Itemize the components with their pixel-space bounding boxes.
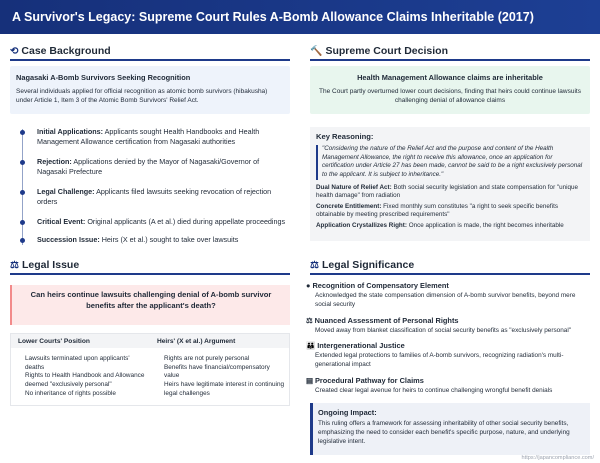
people-icon: 👪 (306, 341, 316, 350)
table-header-cell: Heirs' (X et al.) Argument (157, 337, 236, 345)
table-header-cell: Lower Courts' Position (18, 337, 90, 345)
case-background-box (10, 66, 290, 114)
table-cell: No inheritance of rights possible (25, 389, 116, 397)
supreme-court-heading: 🔨 Supreme Court Decision (310, 45, 448, 57)
ongoing-impact-title: Ongoing Impact: (318, 408, 377, 417)
reasoning-point: Dual Nature of Relief Act: Both social security legislation and state compensation for "unique health damage" from radiation (316, 183, 579, 200)
timeline-dot (20, 238, 25, 243)
case-background-box-text: Several individuals applied for official recognition as atomic bomb survivors (hibakusha) under Article 1, Item 3 of the Atomic Bomb Survivors' Relief Act. (16, 88, 268, 104)
significance-item: ⚖ Nuanced Assessment of Personal Rights Moved away from blanket classification of social security benefits as "exclusively personal" (306, 316, 572, 334)
table-body (11, 348, 289, 398)
timeline-item (20, 157, 290, 177)
table-column-heirs (150, 355, 289, 398)
timeline-label: Initial Applications: (37, 127, 104, 136)
legal-significance-rule (310, 273, 590, 275)
circle-icon: ● (306, 281, 311, 290)
supreme-court-rule (310, 59, 590, 61)
timeline-label: Rejection: (37, 157, 72, 166)
timeline-text: Applicants sought Health Handbooks and Health Management Allowance certification from Nagasaki authorities (37, 127, 260, 147)
history-icon: ⟲ (10, 45, 19, 57)
timeline-text: Applications denied by the Mayor of Nagasaki/Governor of Nagasaki Prefecture (37, 157, 260, 177)
table-column-lower-courts (11, 355, 150, 398)
timeline-label: Legal Challenge: (37, 187, 95, 196)
timeline-text: Heirs (X et al.) sought to take over lawsuits (99, 235, 239, 244)
timeline-label: Critical Event: (37, 217, 86, 226)
significance-item: ▤ Procedural Pathway for Claims Created clear legal avenue for heirs to continue challenging wrongful benefit denials (306, 376, 553, 394)
timeline-item (20, 127, 290, 147)
page-title: A Survivor's Legacy: Supreme Court Rules A-Bomb Allowance Claims Inheritable (2017) (12, 10, 534, 24)
key-reasoning-box (310, 127, 590, 241)
page-header (0, 0, 600, 34)
legal-question: Can heirs continue lawsuits challenging denial of A-bomb survivor benefits after the applicant's death? (10, 285, 290, 325)
timeline-text: Original applicants (A et al.) died during appellate proceedings (85, 217, 286, 226)
reasoning-point: Concrete Entitlement: Fixed monthly sum constitutes "a right to seek specific benefits obtainable by meeting prescribed requirements" (316, 202, 558, 219)
decision-title: Health Management Allowance claims are inheritable (357, 73, 543, 82)
significance-item: 👪 Intergenerational Justice Extended legal protections to families of A-bomb survivors, recognizing radiation's multi-generational impact (306, 341, 564, 368)
source-url[interactable]: https://japancompliance.com/ (521, 455, 594, 461)
case-background-rule (10, 59, 290, 61)
legal-significance-heading: ⚖ Legal Significance (310, 259, 415, 271)
table-cell: Rights are not purely personal (164, 355, 250, 362)
ongoing-impact-box (310, 403, 590, 455)
decision-text: The Court partly overturned lower court decisions, finding that heirs could continue lawsuits challenging denial of allowance claims (319, 88, 581, 104)
scale-icon: ⚖ (310, 259, 319, 271)
timeline-item (20, 217, 285, 227)
positions-table (10, 333, 290, 406)
significance-item: ● Recognition of Compensatory Element Acknowledged the state compensation dimension of A-bomb survivor benefits, beyond mere social security (306, 281, 576, 308)
timeline-item (20, 235, 238, 245)
case-background-box-title: Nagasaki A-Bomb Survivors Seeking Recognition (16, 73, 191, 82)
hammer-icon: 🔨 (310, 45, 323, 57)
court-quote: "Considering the nature of the Relief Act and the purpose and content of the Health Management Allowance, the right to receive this allowance, once an application for certification under Article 27 has been made, cannot be said to be a right exclusively personal to the applicant. It is subject to inheritance." (316, 145, 584, 180)
scales-icon: ⚖ (10, 259, 19, 271)
timeline-dot (20, 130, 25, 135)
case-background-heading: ⟲ Case Background (10, 45, 111, 57)
table-cell: Lawsuits terminated upon applicants' deaths (25, 355, 130, 371)
timeline-dot (20, 190, 25, 195)
key-reasoning-title: Key Reasoning: (316, 132, 374, 141)
balance-icon: ⚖ (306, 316, 313, 325)
table-cell: Heirs have legitimate interest in continuing legal challenges (164, 380, 285, 397)
timeline-item (20, 187, 290, 207)
timeline-dot (20, 160, 25, 165)
table-cell: Rights to Health Handbook and Allowance deemed "exclusively personal" (25, 372, 145, 388)
timeline-dot (20, 220, 25, 225)
legal-issue-rule (10, 273, 290, 275)
table-cell: Benefits have financial/compensatory value (164, 363, 270, 380)
timeline-label: Succession Issue: (37, 235, 100, 244)
legal-issue-heading: ⚖ Legal Issue (10, 259, 80, 271)
road-icon: ▤ (306, 376, 313, 385)
timeline-text: Applicants filed lawsuits seeking revocation of rejection orders (37, 187, 272, 207)
decision-box (310, 66, 590, 114)
ongoing-impact-text: This ruling offers a framework for assessing inheritability of other social security benefits, emphasizing the need to consider each benefit's specific purpose, nature, and underlying legislative intent. (318, 420, 570, 445)
table-header (11, 334, 289, 348)
reasoning-point: Application Crystallizes Right: Once application is made, the right becomes inheritable (316, 221, 564, 229)
